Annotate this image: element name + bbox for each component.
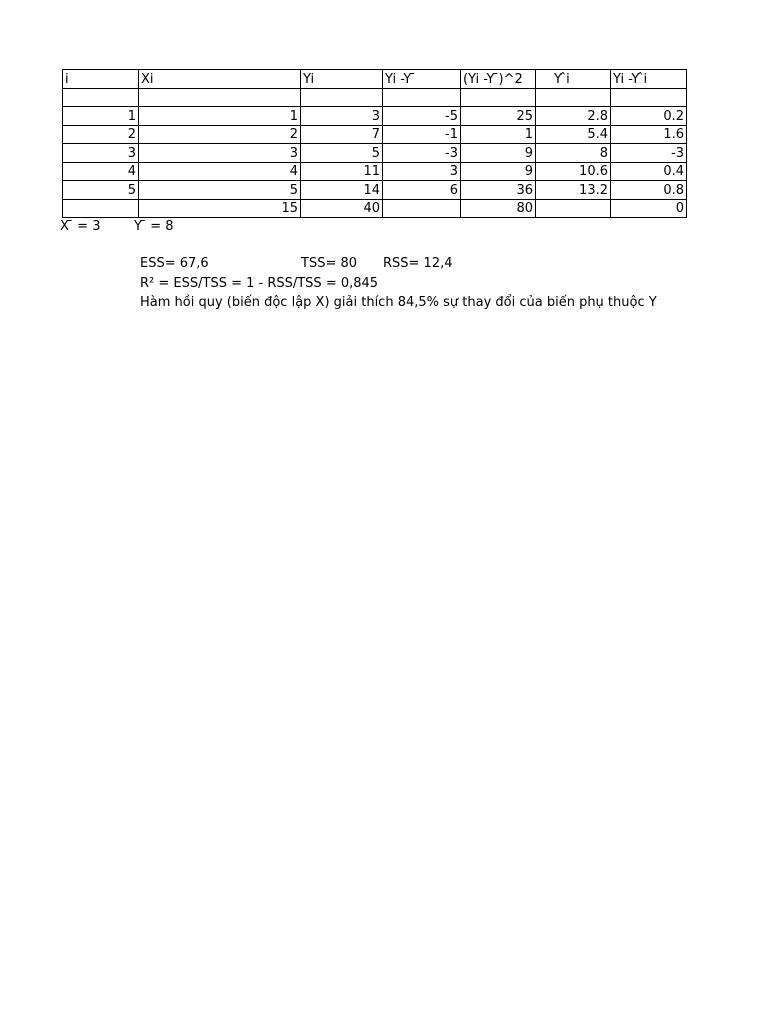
header-yhat: Y ̂i (536, 70, 611, 89)
cell-i: 3 (63, 144, 139, 163)
header-row (63, 70, 687, 89)
totals-row (63, 199, 687, 218)
cell-yhat: 2.8 (536, 107, 611, 126)
cell-residual (611, 88, 687, 107)
table-row (63, 162, 687, 181)
cell-squared-deviation: 9 (461, 162, 536, 181)
header-i: i (63, 70, 139, 89)
cell-yhat: 8 (536, 144, 611, 163)
cell-yhat (536, 88, 611, 107)
cell-residual: -3 (611, 144, 687, 163)
cell-yi: 11 (301, 162, 383, 181)
cell-xi (139, 88, 301, 107)
regression-table (62, 69, 687, 218)
header-yi-minus-ymean: Yi -Y ̄ (383, 70, 461, 89)
cell-deviation (383, 88, 461, 107)
cell-squared-deviation: 9 (461, 144, 536, 163)
table-row (63, 181, 687, 200)
cell-deviation: -1 (383, 125, 461, 144)
y-mean-label: Y ̄ = 8 (134, 219, 174, 234)
cell-yi: 3 (301, 107, 383, 126)
total-xi: 15 (139, 199, 301, 218)
cell-yi: 14 (301, 181, 383, 200)
cell-deviation: -5 (383, 107, 461, 126)
cell-residual: 1.6 (611, 125, 687, 144)
cell-yi: 5 (301, 144, 383, 163)
cell-i (63, 88, 139, 107)
cell-xi: 2 (139, 125, 301, 144)
table-row (63, 144, 687, 163)
header-xi: Xi (139, 70, 301, 89)
table-row (63, 107, 687, 126)
cell-yi (301, 88, 383, 107)
cell-squared-deviation: 36 (461, 181, 536, 200)
table-row (63, 88, 687, 107)
rss-label: RSS= 12,4 (383, 256, 453, 271)
cell-i: 4 (63, 162, 139, 181)
cell-i: 1 (63, 107, 139, 126)
cell-residual: 0.8 (611, 181, 687, 200)
tss-label: TSS= 80 (301, 256, 358, 271)
cell-residual: 0.4 (611, 162, 687, 181)
cell-xi: 5 (139, 181, 301, 200)
cell-squared-deviation (461, 88, 536, 107)
cell-squared-deviation: 25 (461, 107, 536, 126)
cell-yhat: 5.4 (536, 125, 611, 144)
cell-i (63, 199, 139, 218)
cell-deviation: 3 (383, 162, 461, 181)
cell-deviation: 6 (383, 181, 461, 200)
cell-yi: 7 (301, 125, 383, 144)
cell-yhat: 13.2 (536, 181, 611, 200)
cell-i: 2 (63, 125, 139, 144)
cell-xi: 4 (139, 162, 301, 181)
x-mean-label: X ̄ = 3 (60, 219, 101, 234)
total-residual: 0 (611, 199, 687, 218)
cell-xi: 1 (139, 107, 301, 126)
header-yi: Yi (301, 70, 383, 89)
r-squared-formula: R² = ESS/TSS = 1 - RSS/TSS = 0,845 (140, 276, 379, 291)
cell-yhat: 10.6 (536, 162, 611, 181)
header-residual: Yi -Y ̂i (611, 70, 687, 89)
table-row (63, 125, 687, 144)
cell-squared-deviation: 1 (461, 125, 536, 144)
cell-deviation (383, 199, 461, 218)
cell-yhat (536, 199, 611, 218)
total-squared-deviation: 80 (461, 199, 536, 218)
cell-deviation: -3 (383, 144, 461, 163)
interpretation-text: Hàm hồi quy (biến độc lập X) giải thích 84,5% sự thay đổi của biến phụ thuộc Y (140, 295, 657, 310)
ess-label: ESS= 67,6 (140, 256, 209, 271)
cell-residual: 0.2 (611, 107, 687, 126)
header-squared-deviation: (Yi -Y ̄)^2 (461, 70, 536, 89)
total-yi: 40 (301, 199, 383, 218)
cell-i: 5 (63, 181, 139, 200)
cell-xi: 3 (139, 144, 301, 163)
